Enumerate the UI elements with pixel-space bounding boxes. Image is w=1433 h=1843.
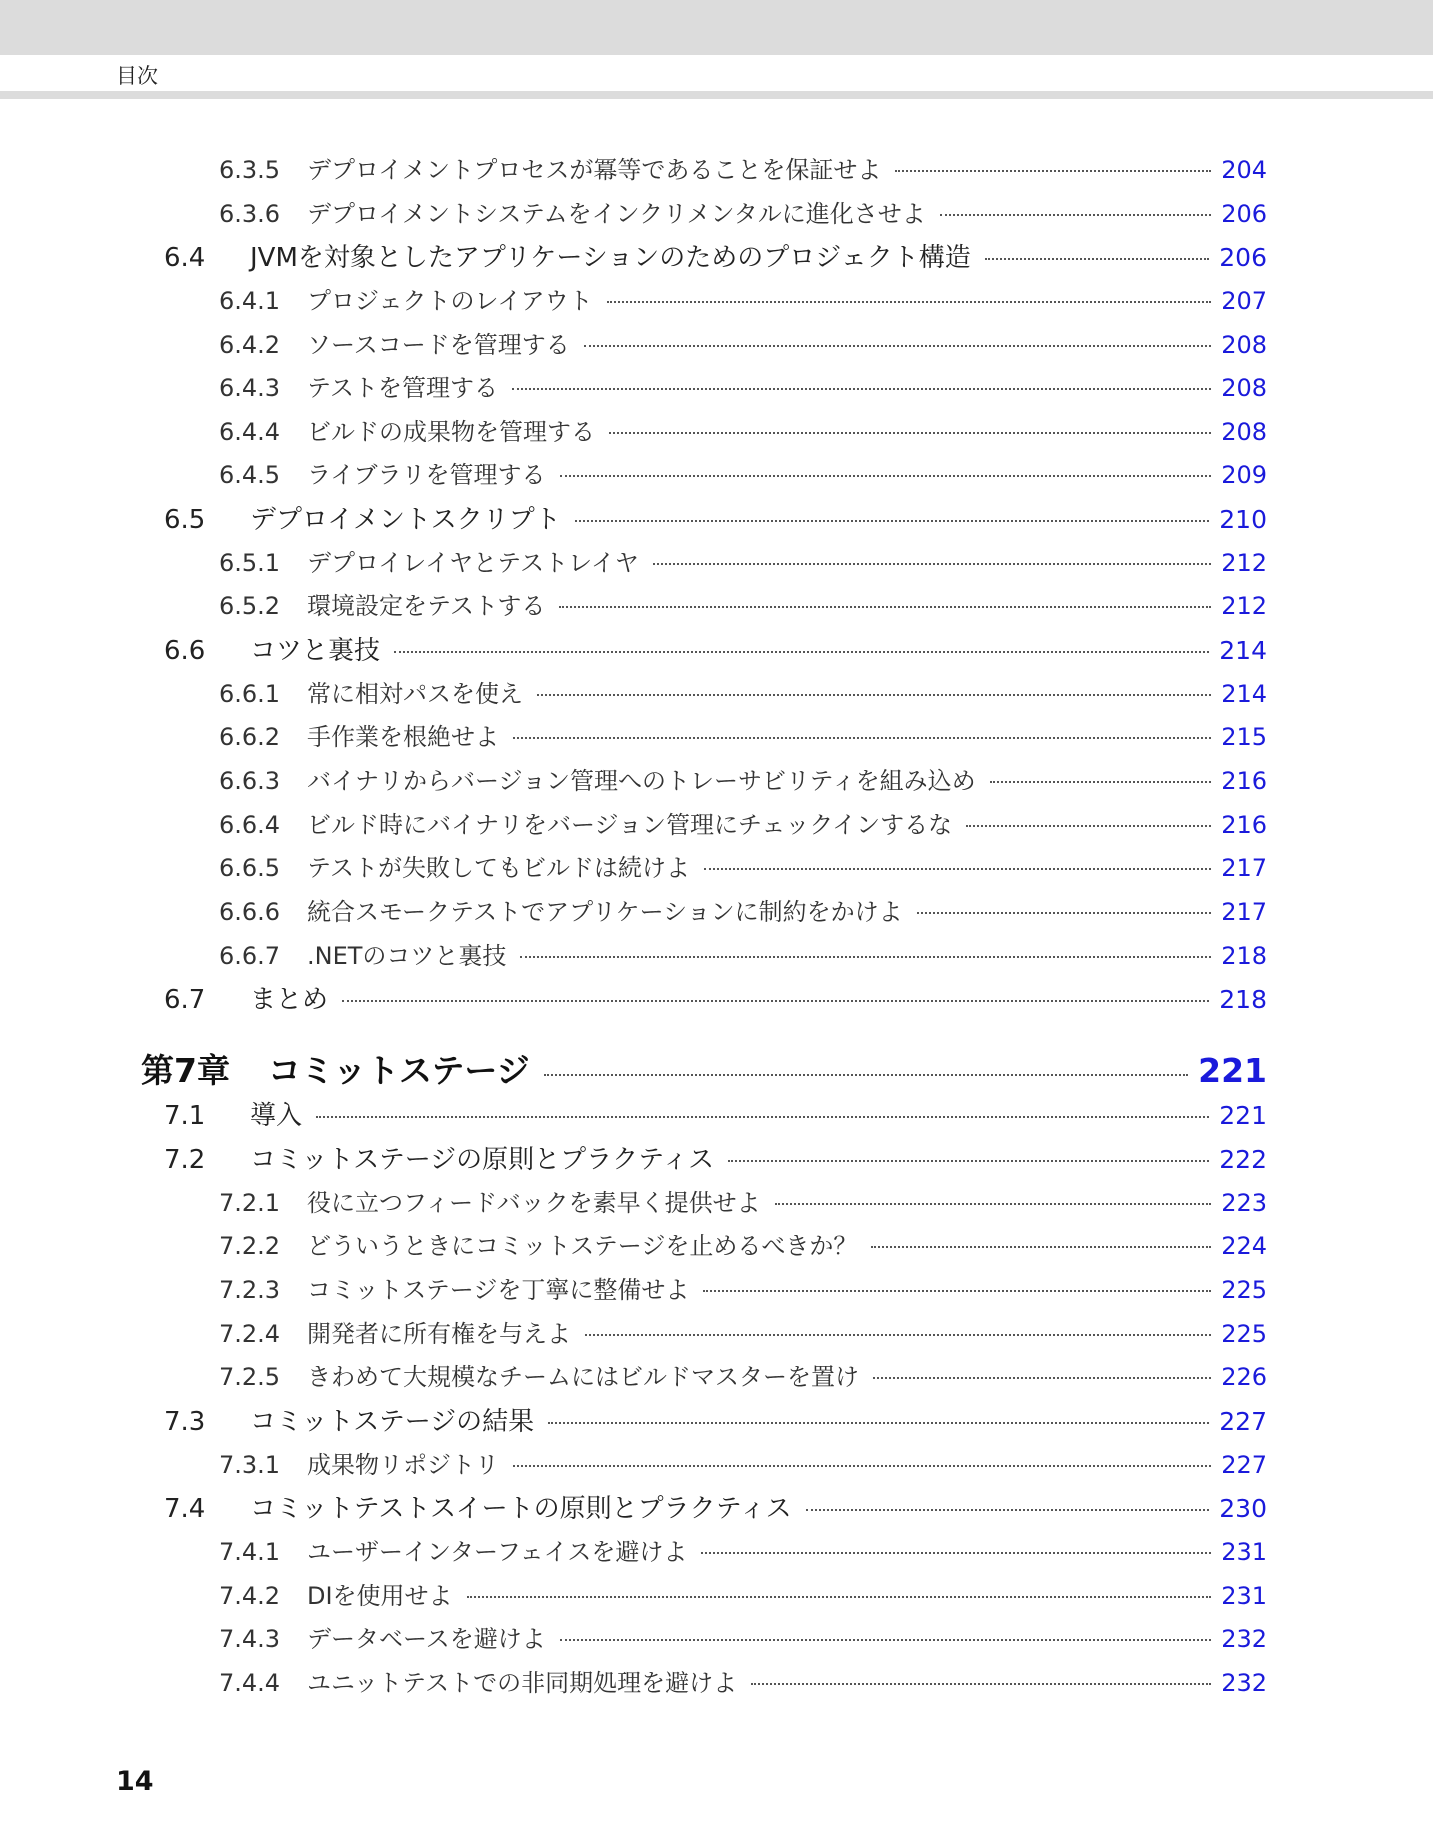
- dot-leader: [467, 1596, 1212, 1598]
- section-number: 7.3.1: [219, 1451, 281, 1479]
- toc-entry[interactable]: [219, 1576, 1267, 1611]
- section-title: データベースを避けよ: [307, 1625, 546, 1653]
- page-link[interactable]: 214: [1221, 680, 1267, 708]
- page-link[interactable]: 216: [1221, 811, 1267, 839]
- section-title: 環境設定をテストする: [307, 592, 546, 620]
- section-number: 7.4: [164, 1494, 206, 1524]
- header-rule: [0, 91, 1433, 99]
- section-title: コミットステージの原則とプラクティス: [250, 1145, 715, 1175]
- section-title: ライブラリを管理する: [307, 461, 546, 489]
- section-number: 7.4.1: [219, 1538, 281, 1566]
- chapter-number: 第7章: [141, 1051, 230, 1090]
- section-number: 6.5.1: [219, 549, 281, 577]
- toc-entry[interactable]: [219, 1357, 1267, 1392]
- toc-entry[interactable]: [219, 543, 1267, 578]
- page-link[interactable]: 231: [1221, 1582, 1267, 1610]
- toc-entry[interactable]: [219, 717, 1267, 752]
- section-number: 6.6.3: [219, 767, 281, 795]
- section-title: デプロイメントシステムをインクリメンタルに進化させよ: [307, 200, 926, 228]
- toc-entry[interactable]: [219, 368, 1267, 403]
- section-title: 成果物リポジトリ: [307, 1451, 499, 1479]
- section-title: ビルドの成果物を管理する: [307, 418, 595, 446]
- dot-leader: [537, 694, 1211, 696]
- section-title: 開発者に所有権を与えよ: [307, 1320, 571, 1348]
- section-number: 6.5: [164, 505, 206, 535]
- toc-entry[interactable]: [219, 586, 1267, 621]
- page-link[interactable]: 208: [1221, 418, 1267, 446]
- section-number: 6.4.2: [219, 331, 281, 359]
- section-title: 役に立つフィードバックを素早く提供せよ: [307, 1189, 761, 1217]
- section-number: 6.6: [164, 636, 206, 666]
- toc-entry[interactable]: [164, 1488, 1267, 1525]
- toc-entry[interactable]: [219, 761, 1267, 796]
- section-number: 6.7: [164, 985, 206, 1015]
- dot-leader: [575, 520, 1210, 522]
- dot-leader: [609, 432, 1211, 434]
- page-link[interactable]: 224: [1221, 1232, 1267, 1260]
- toc-entry[interactable]: [219, 325, 1267, 360]
- toc-entry[interactable]: [164, 979, 1267, 1016]
- page-link[interactable]: 225: [1221, 1320, 1267, 1348]
- dot-leader: [559, 606, 1211, 608]
- dot-leader: [873, 1377, 1211, 1379]
- dot-leader: [585, 1334, 1211, 1336]
- page-link[interactable]: 221: [1198, 1051, 1267, 1090]
- toc-entry[interactable]: [164, 237, 1267, 274]
- section-number: 6.6.2: [219, 723, 281, 751]
- section-number: 7.2.5: [219, 1363, 281, 1391]
- dot-leader: [520, 956, 1211, 958]
- section-title: テストが失敗してもビルドは続けよ: [307, 854, 691, 882]
- section-number: 7.2.1: [219, 1189, 281, 1217]
- section-title: バイナリからバージョン管理へのトレーサビリティを組み込め: [307, 767, 976, 795]
- section-number: 7.4.3: [219, 1625, 281, 1653]
- section-number: 7.3: [164, 1407, 206, 1437]
- toc-entry[interactable]: [219, 1270, 1267, 1305]
- section-number: 7.2.2: [219, 1232, 281, 1260]
- page-link[interactable]: 207: [1221, 287, 1267, 315]
- toc-entry[interactable]: [219, 194, 1267, 229]
- dot-leader: [728, 1160, 1209, 1162]
- section-number: 6.3.6: [219, 200, 281, 228]
- page-link[interactable]: 216: [1221, 767, 1267, 795]
- dot-leader: [584, 345, 1211, 347]
- toc-entry[interactable]: [219, 848, 1267, 883]
- section-number: 6.6.7: [219, 942, 281, 970]
- toc-entry[interactable]: [164, 1139, 1267, 1176]
- toc-entry[interactable]: [219, 1183, 1267, 1218]
- section-number: 7.2.4: [219, 1320, 281, 1348]
- section-number: 6.4.3: [219, 374, 281, 402]
- toc-entry[interactable]: [219, 936, 1267, 971]
- section-number: 6.3.5: [219, 156, 281, 184]
- dot-leader: [316, 1116, 1209, 1118]
- toc-entry[interactable]: [219, 455, 1267, 490]
- page-link[interactable]: 215: [1221, 723, 1267, 751]
- section-title: コミットテストスイートの原則とプラクティス: [250, 1494, 792, 1524]
- section-title: 手作業を根絶せよ: [307, 723, 499, 751]
- section-title: DIを使用せよ: [307, 1582, 453, 1610]
- page-link[interactable]: 225: [1221, 1276, 1267, 1304]
- running-header: 目次: [116, 64, 158, 88]
- toc-entry[interactable]: [219, 674, 1267, 709]
- section-title: コミットステージを丁寧に整備せよ: [307, 1276, 690, 1304]
- section-title: .NETのコツと裏技: [307, 942, 507, 970]
- section-title: まとめ: [250, 985, 329, 1015]
- toc-entry[interactable]: [219, 1532, 1267, 1567]
- page-link[interactable]: 206: [1219, 243, 1267, 272]
- toc-entry[interactable]: [219, 412, 1267, 447]
- toc-entry[interactable]: [219, 1663, 1267, 1698]
- chapter-entry[interactable]: [141, 1045, 1267, 1092]
- toc-entry[interactable]: [219, 805, 1267, 840]
- section-number: 7.1: [164, 1101, 206, 1131]
- dot-leader: [342, 1000, 1209, 1002]
- section-title: デプロイメントプロセスが冪等であることを保証せよ: [307, 156, 882, 184]
- dot-leader: [917, 912, 1212, 914]
- page-link[interactable]: 209: [1221, 461, 1267, 489]
- dot-leader: [985, 258, 1210, 260]
- page-link[interactable]: 227: [1221, 1451, 1267, 1479]
- section-title: ソースコードを管理する: [307, 331, 570, 359]
- dot-leader: [703, 1290, 1211, 1292]
- section-number: 6.5.2: [219, 592, 281, 620]
- toc-entry[interactable]: [164, 499, 1267, 536]
- toc-entry[interactable]: [219, 281, 1267, 316]
- page-link[interactable]: 222: [1219, 1145, 1267, 1174]
- section-title: ユニットテストでの非同期処理を避けよ: [307, 1669, 738, 1697]
- page-link[interactable]: 231: [1221, 1538, 1267, 1566]
- section-number: 7.4.2: [219, 1582, 281, 1610]
- page-link[interactable]: 208: [1221, 331, 1267, 359]
- chapter-title: コミットステージ: [267, 1051, 530, 1090]
- page-link[interactable]: 232: [1221, 1669, 1267, 1697]
- section-number: 6.6.1: [219, 680, 281, 708]
- dot-leader: [704, 868, 1211, 870]
- page-link[interactable]: 230: [1219, 1494, 1267, 1523]
- page-link[interactable]: 218: [1219, 985, 1267, 1014]
- dot-leader: [560, 1639, 1211, 1641]
- dot-leader: [775, 1203, 1212, 1205]
- dot-leader: [806, 1509, 1210, 1511]
- page-number: 14: [116, 1766, 154, 1797]
- page-link[interactable]: 204: [1221, 156, 1267, 184]
- section-title: 導入: [250, 1101, 303, 1131]
- section-title: コツと裏技: [250, 636, 381, 666]
- section-number: 7.2.3: [219, 1276, 281, 1304]
- section-number: 6.4.5: [219, 461, 281, 489]
- dot-leader: [895, 170, 1211, 172]
- dot-leader: [560, 475, 1212, 477]
- dot-leader: [990, 781, 1212, 783]
- section-title: 常に相対パスを使え: [307, 680, 523, 708]
- section-number: 6.6.4: [219, 811, 281, 839]
- page-link[interactable]: 208: [1221, 374, 1267, 402]
- page-link[interactable]: 223: [1221, 1189, 1267, 1217]
- dot-leader: [544, 1074, 1188, 1076]
- page-link[interactable]: 217: [1221, 898, 1267, 926]
- section-number: 6.4.1: [219, 287, 281, 315]
- page-link[interactable]: 212: [1221, 549, 1267, 577]
- dot-leader: [966, 825, 1211, 827]
- page-link[interactable]: 214: [1219, 636, 1267, 665]
- section-title: コミットステージの結果: [250, 1407, 535, 1437]
- section-number: 7.4.4: [219, 1669, 281, 1697]
- dot-leader: [701, 1552, 1211, 1554]
- section-number: 6.4: [164, 243, 206, 273]
- page-link[interactable]: 227: [1219, 1407, 1267, 1436]
- section-title: デプロイメントスクリプト: [250, 505, 561, 535]
- toc-entry[interactable]: [219, 1619, 1267, 1654]
- section-title: ユーザーインターフェイスを避けよ: [307, 1538, 688, 1566]
- toc-entry[interactable]: [219, 1314, 1267, 1349]
- dot-leader: [512, 388, 1211, 390]
- dot-leader: [940, 214, 1211, 216]
- page-link[interactable]: 221: [1219, 1101, 1267, 1130]
- header-band: [0, 0, 1433, 55]
- dot-leader: [394, 651, 1209, 653]
- section-title: 統合スモークテストでアプリケーションに制約をかけよ: [307, 898, 903, 926]
- section-number: 6.4.4: [219, 418, 281, 446]
- toc-entry[interactable]: [219, 892, 1267, 927]
- toc-entry[interactable]: [219, 1226, 1267, 1261]
- page-link[interactable]: 217: [1221, 854, 1267, 882]
- toc-entry[interactable]: [219, 150, 1267, 185]
- page-link[interactable]: 232: [1221, 1625, 1267, 1653]
- dot-leader: [607, 301, 1212, 303]
- dot-leader: [513, 737, 1211, 739]
- page-link[interactable]: 212: [1221, 592, 1267, 620]
- section-title: JVMを対象としたアプリケーションのためのプロジェクト構造: [250, 243, 971, 273]
- section-title: どういうときにコミットステージを止めるべきか？: [307, 1232, 858, 1260]
- page-link[interactable]: 218: [1221, 942, 1267, 970]
- dot-leader: [871, 1246, 1211, 1248]
- section-title: ビルド時にバイナリをバージョン管理にチェックインするな: [307, 811, 953, 839]
- section-title: テストを管理する: [307, 374, 499, 402]
- dot-leader: [548, 1422, 1209, 1424]
- toc-entry[interactable]: [164, 1401, 1267, 1438]
- section-title: きわめて大規模なチームにはビルドマスターを置け: [307, 1363, 859, 1391]
- toc-entry[interactable]: [219, 1445, 1267, 1480]
- page-link[interactable]: 226: [1221, 1363, 1267, 1391]
- section-number: 7.2: [164, 1145, 206, 1175]
- section-title: プロジェクトのレイアウト: [307, 287, 593, 315]
- page-link[interactable]: 210: [1219, 505, 1267, 534]
- page-link[interactable]: 206: [1221, 200, 1267, 228]
- dot-leader: [653, 563, 1211, 565]
- dot-leader: [513, 1465, 1211, 1467]
- section-number: 6.6.5: [219, 854, 281, 882]
- toc-entry[interactable]: [164, 1095, 1267, 1132]
- toc-entry[interactable]: [164, 630, 1267, 667]
- section-title: デプロイレイヤとテストレイヤ: [307, 549, 639, 577]
- dot-leader: [751, 1683, 1211, 1685]
- section-number: 6.6.6: [219, 898, 281, 926]
